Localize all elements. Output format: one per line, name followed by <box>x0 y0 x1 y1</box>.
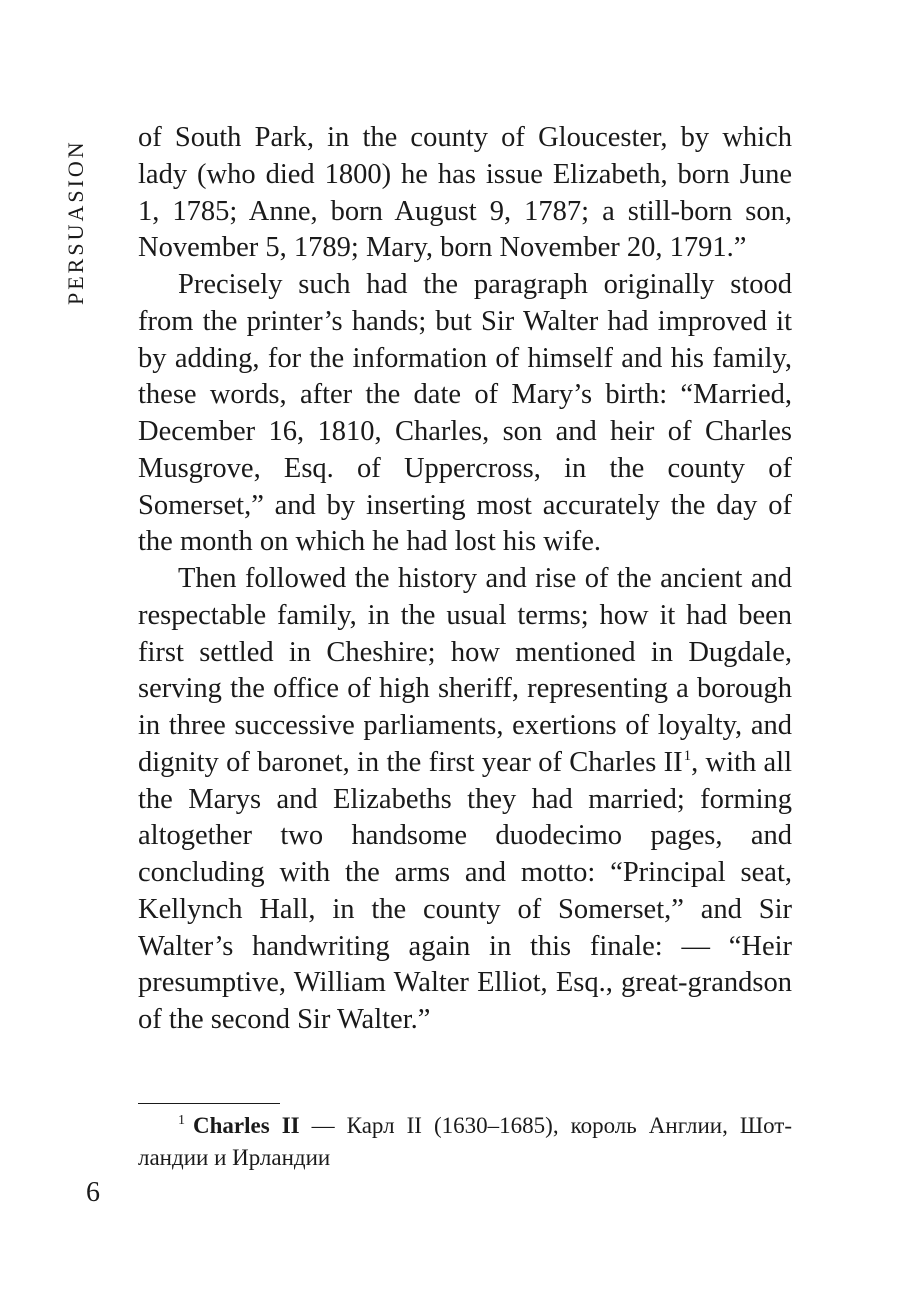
running-head: PERSUASION <box>63 139 88 305</box>
footnote-number: 1 <box>178 1113 185 1129</box>
paragraph-3 <box>138 561 792 1039</box>
body-text <box>138 120 792 1039</box>
paragraph-1: of South Park, in the county of Gloucester, by which lady (who died 1800) he has issue Elizabeth, born June 1, 1785; Anne, born August 9, 1787; a still-born son, November 5, 1789; Mary, born November 20, 1791.” <box>138 122 792 264</box>
footnote-divider <box>138 1103 280 1104</box>
footnote-term: Charles II <box>193 1113 300 1138</box>
page-number: 6 <box>86 1177 100 1208</box>
paragraph-3-text-before-ref: Then followed the history and rise of the ancient and respectable family, in the usual terms; how it had been first settled in Cheshire; how mentioned in Dugdale, serving the office of high sheriff, representing a borough in three successive parliaments, exertions of loyalty, and dignity of baronet, in the first year of Charles II <box>138 563 792 778</box>
footnote <box>138 1110 792 1174</box>
footnote-reference[interactable]: 1 <box>683 748 692 765</box>
footnote-text: — Карл II (1630–1685), король Англии, Шотландии и Ирландии <box>138 1113 792 1170</box>
paragraph-2: Precisely such had the paragraph originally stood from the printer’s hands; but Sir Walter had improved it by adding, for the information of himself and his family, these words, after the date of Mary’s birth: “Married, December 16, 1810, Charles, son and heir of Charles Musgrove, Esq. of Uppercross, in the county of Somerset,” and by inserting most accurately the day of the month on which he had lost his wife. <box>138 269 792 558</box>
paragraph-3-text-after-ref: , with all the Marys and Elizabeths they had married; forming altogether two handsome duodecimo pages, and concluding with the arms and motto: “Principal seat, Kellynch Hall, in the county of Somerset,” and Sir Walter’s handwriting again in this finale: — “Heir presumptive, William Walter Elliot, Esq., great-grandson of the second Sir Walter.” <box>138 746 793 1035</box>
